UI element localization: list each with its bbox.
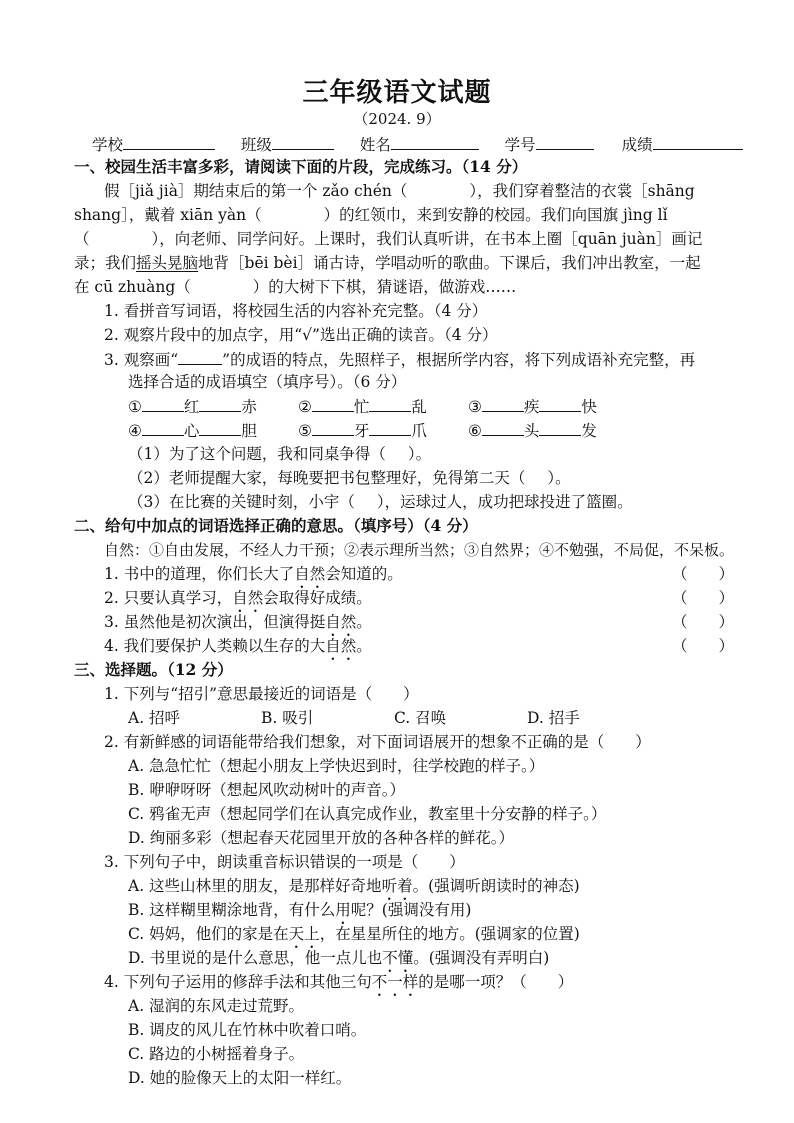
class-field[interactable]: [272, 134, 334, 150]
passage-text: shang］，戴着 xiān yàn（: [74, 206, 262, 224]
dotted-word: 自然: [325, 613, 357, 631]
fill-sentence-2: [128, 468, 571, 488]
option-b[interactable]: B. 咿咿呀呀（想起风吹动树叶的声音。）: [128, 781, 405, 799]
stressed-word: 不懂: [382, 949, 414, 967]
section2-heading: 二、给句中加点的词语选择正确的意思。（填序号）（4 分）: [74, 516, 478, 535]
passage-text: ），向老师、同学问好。上课时，我们认真听讲，在书本上圈［quān juàn］画记: [151, 230, 703, 248]
idiom-item: ⑤ 牙 爪: [298, 422, 427, 440]
option-d[interactable]: D. 招手: [527, 709, 580, 727]
s2-item-2: 2. 只要认真学习，自然会取得好成绩。: [104, 589, 372, 607]
stressed-word: 天上: [288, 925, 320, 943]
ziran-definitions: 自然：①自由发展，不经人力干预；②表示理所当然；③自然界；④不勉强，不局促，不呆板。: [104, 541, 735, 559]
option-d[interactable]: D. 绚丽多彩（想起春天花园里开放的各种各样的鲜花。）: [128, 829, 514, 847]
question-1-2: 2. 观察片段中的加点字，用“√”选出正确的读音。（4 分）: [104, 326, 498, 344]
answer-paren[interactable]: （ ）: [672, 589, 735, 607]
question-1-1: 1. 看拼音写词语，将校园生活的内容补充完整。（4 分）: [104, 302, 488, 320]
exam-title: 三年级语文试题: [302, 78, 492, 108]
student-info-row: [92, 134, 743, 155]
sentence-text: （3）在比赛的关键时刻，小宇（: [128, 493, 355, 511]
option-b[interactable]: B. 这样糊里糊涂地背，有什么用呢？(强调没有用): [128, 901, 472, 919]
option-d[interactable]: D. 书里说的是什么意思，他一点儿也不懂。(强调没有弄明白): [128, 949, 550, 967]
s3-question-2: 2. 有新鲜感的词语能带给我们想象，对下面词语展开的想象不正确的是（ ）: [104, 733, 651, 751]
idiom-blank[interactable]: [482, 396, 524, 412]
sentence-text: ）。: [547, 469, 571, 487]
school-field[interactable]: [123, 134, 215, 150]
s3-question-1: 1. 下列与“招引”意思最接近的词语是（ ）: [104, 685, 419, 703]
section1-heading: 一、校园生活丰富多彩，请阅读下面的片段，完成练习。（14 分）: [74, 157, 528, 176]
passage-line-5: [74, 277, 516, 297]
idiom-blank[interactable]: [312, 396, 354, 412]
question-1-3: [104, 349, 695, 370]
sentence-text: （2）老师提醒大家，每晚要把书包整理好，免得第二天（: [128, 469, 526, 487]
dotted-word: 自然: [325, 637, 357, 655]
idiom-blank[interactable]: [312, 420, 354, 436]
passage-text: 录；我们: [74, 254, 137, 272]
answer-paren[interactable]: （ ）: [672, 565, 735, 583]
fill-sentence-1: [128, 444, 431, 464]
passage-line-2: [74, 205, 668, 225]
option-b[interactable]: B. 吸引: [261, 709, 314, 727]
score-field[interactable]: [653, 134, 743, 150]
idiom-row-2: [128, 420, 638, 441]
passage-text: 假［jiǎ jià］期结束后的第一个 zǎo chén（: [104, 182, 408, 200]
idiom-item: ④ 心 胆: [128, 422, 257, 440]
option-a[interactable]: A. 招呼: [128, 709, 181, 727]
answer-paren[interactable]: （ ）: [672, 613, 735, 631]
school-label: 学校: [92, 136, 124, 154]
option-c[interactable]: C. 鸦雀无声（想起同学们在认真完成作业，教室里十分安静的样子。）: [128, 805, 607, 823]
option-c[interactable]: C. 妈妈，他们的家是在天上，在星星所住的地方。(强调家的位置): [128, 925, 580, 943]
option-a[interactable]: A. 这些山林里的朋友，是那样好奇地听着。(强调听朗读时的神态): [128, 877, 580, 895]
idiom-blank[interactable]: [539, 396, 581, 412]
option-c[interactable]: C. 召唤: [394, 709, 447, 727]
passage-text: ）的红领巾，来到安静的校园。我们向国旗 jìng lǐ: [323, 206, 668, 224]
idiom-blank[interactable]: [369, 396, 411, 412]
passage-line-1: [104, 181, 695, 201]
passage-line-4: [74, 253, 701, 273]
question-text: 3. 观察画“: [104, 351, 179, 369]
option-d[interactable]: D. 她的脸像天上的太阳一样红。: [128, 1069, 352, 1087]
idiom-blank[interactable]: [369, 420, 411, 436]
idiom-blank[interactable]: [199, 396, 241, 412]
dotted-word: 不一样: [371, 973, 419, 991]
idiom-blank[interactable]: [539, 420, 581, 436]
question-text: ”的成语的特点，先照样子，根据所学内容，将下列成语补充完整，再: [222, 351, 696, 369]
idiom-blank[interactable]: [142, 396, 184, 412]
idiom-item: ③ 疾 快: [468, 398, 597, 416]
underlined-idiom: 摇头晃脑: [136, 254, 199, 272]
s2-item-4: 4. 我们要保护人类赖以生存的大自然。: [104, 637, 372, 655]
number-field[interactable]: [536, 134, 594, 150]
idiom-blank[interactable]: [199, 420, 241, 436]
passage-text: 在 cū zhuàng（: [74, 278, 191, 296]
passage-text: 地背［bēi bèi］诵古诗，学唱动听的歌曲。下课后，我们冲出教室，一起: [198, 254, 701, 272]
dotted-word: 自然: [232, 589, 264, 607]
sentence-text: （1）为了这个问题，我和同桌争得（: [128, 445, 386, 463]
sentence-text: ），运球过人，成功把球投进了篮圈。: [376, 493, 633, 511]
passage-text: （: [74, 230, 90, 248]
s3-question-3: 3. 下列句子中，朗读重音标识错误的一项是（ ）: [104, 853, 465, 871]
s3-q1-options: [128, 708, 627, 728]
sentence-text: ）。: [407, 445, 432, 463]
underline-sample: [178, 349, 222, 365]
idiom-blank[interactable]: [482, 420, 524, 436]
idiom-item: ① 红 赤: [128, 398, 257, 416]
stressed-word: 听着: [381, 877, 413, 895]
section3-heading: 三、选择题。（12 分）: [74, 660, 233, 679]
fill-sentence-3: [128, 492, 633, 512]
question-1-3-cont: 选择合适的成语填空（填序号）。（6 分）: [128, 373, 407, 391]
idiom-item: ⑥ 头 发: [468, 422, 597, 440]
number-label: 学号: [504, 136, 536, 154]
option-b[interactable]: B. 调皮的风儿在竹林中吹着口哨。: [128, 1021, 367, 1039]
passage-text: ）的大树下下棋，猜谜语，做游戏……: [252, 278, 517, 296]
exam-date: （2024. 9）: [353, 110, 441, 128]
passage-text: ），我们穿着整洁的衣裳［shāng: [469, 182, 695, 200]
name-field[interactable]: [391, 134, 479, 150]
option-c[interactable]: C. 路边的小树摇着身子。: [128, 1045, 305, 1063]
s2-item-3: 3. 虽然他是初次演出，但演得挺自然。: [104, 613, 372, 631]
score-label: 成绩: [621, 136, 653, 154]
s2-item-1: 1. 书中的道理，你们长大了自然会知道的。: [104, 565, 403, 583]
dotted-word: 自然: [294, 565, 326, 583]
idiom-item: ② 忙 乱: [298, 398, 427, 416]
idiom-blank[interactable]: [142, 420, 184, 436]
name-label: 姓名: [359, 136, 391, 154]
answer-paren[interactable]: （ ）: [672, 637, 735, 655]
idiom-row-1: [128, 396, 638, 417]
stressed-word: 用: [335, 901, 351, 919]
option-a[interactable]: A. 湿润的东风走过荒野。: [128, 997, 305, 1015]
passage-line-3: [74, 229, 702, 249]
class-label: 班级: [240, 136, 272, 154]
option-a[interactable]: A. 急急忙忙（想起小朋友上学快迟到时，往学校跑的样子。）: [128, 757, 545, 775]
s3-question-4: 4. 下列句子运用的修辞手法和其他三句不一样的是哪一项？（ ）: [104, 973, 574, 991]
